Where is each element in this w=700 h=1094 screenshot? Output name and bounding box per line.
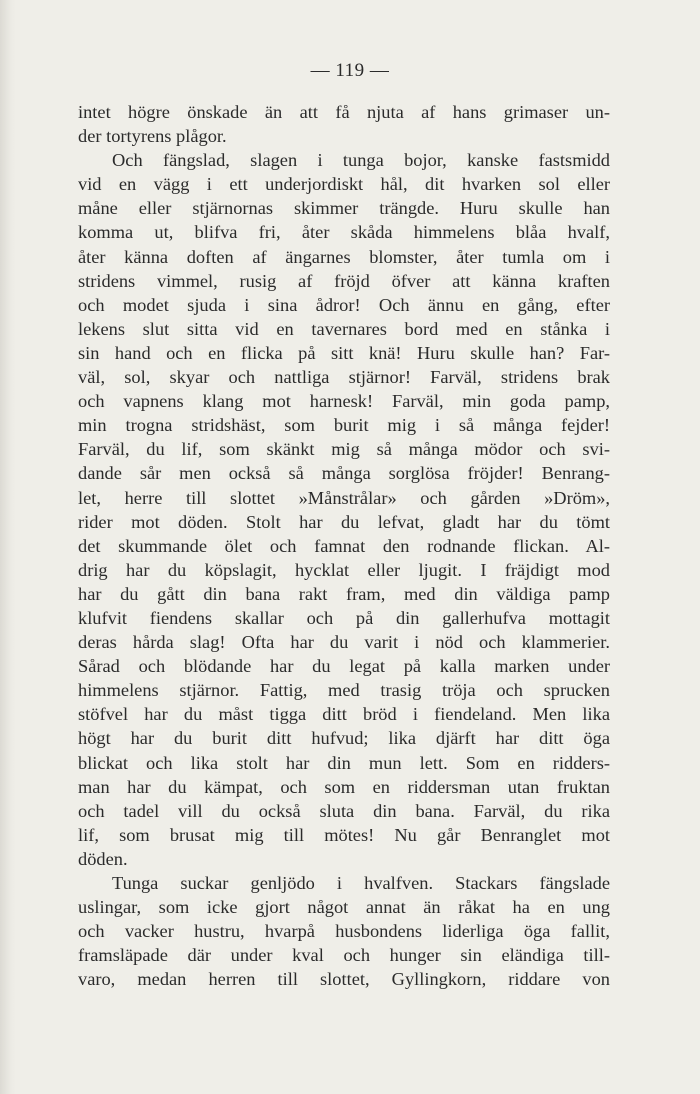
text-line: väl, sol, skyar och nattliga stjärnor! Farväl, stridens brak: [78, 367, 610, 388]
text-line: komma ut, blifva fri, åter skåda himmelens blåa hvalf,: [78, 222, 610, 243]
text-line: högt har du burit ditt hufvud; lika djärft har ditt öga: [78, 728, 610, 749]
paragraph: [78, 100, 610, 148]
text-line: Och fängslad, slagen i tunga bojor, kanske fastsmidd: [112, 150, 610, 171]
text-line: stöfvel har du måst tigga ditt bröd i fiendeland. Men lika: [78, 704, 610, 725]
text-line: Farväl, du lif, som skänkt mig så många mödor och svi-: [78, 439, 610, 460]
text-line: och vapnens klang mot harnesk! Farväl, min goda pamp,: [78, 391, 610, 412]
text-line: lif, som brusat mig till mötes! Nu går Benranglet mot: [78, 824, 610, 845]
page-number: — 119 —: [310, 60, 390, 81]
body-text: [78, 100, 610, 991]
text-line: blickat och lika stolt har din mun lett. Som en ridders-: [78, 752, 610, 773]
page-binding-shadow: [0, 0, 16, 1094]
paragraph: [78, 148, 610, 871]
text-line: sin hand och en flicka på sitt knä! Huru skulle han? Far-: [78, 342, 610, 363]
text-line: rider mot döden. Stolt har du lefvat, gladt har du tömt: [78, 511, 610, 532]
text-line: man har du kämpat, och som en riddersman utan fruktan: [78, 776, 610, 797]
text-line: varo, medan herren till slottet, Gyllingkorn, riddare von: [78, 969, 610, 990]
text-line: deras hårda slag! Ofta har du varit i nöd och klammerier.: [78, 632, 610, 653]
text-line: stridens vimmel, rusig af fröjd öfver att känna kraften: [78, 270, 610, 291]
text-line: dande sår men också så många sorglösa fröjder! Benrang-: [78, 463, 610, 484]
text-line: min trogna stridshäst, som burit mig i så många fejder!: [78, 415, 610, 436]
text-line: och modet sjuda i sina ådror! Och ännu en gång, efter: [78, 294, 610, 315]
text-line: der tortyrens plågor.: [78, 126, 227, 147]
text-line: Tunga suckar genljödo i hvalfven. Stackars fängslade: [112, 873, 610, 893]
text-line: framsläpade där under kval och hunger sin eländiga till-: [78, 945, 610, 966]
text-line: döden.: [78, 848, 128, 869]
text-line: har du gått din bana rakt fram, med din väldiga pamp: [78, 583, 610, 604]
text-line: himmelens stjärnor. Fattig, med trasig tröja och sprucken: [78, 680, 610, 701]
text-line: måne eller stjärnornas skimmer trängde. Huru skulle han: [78, 198, 610, 219]
text-line: klufvit fiendens skallar och på din gallerhufva mottagit: [78, 607, 610, 628]
text-line: intet högre önskade än att få njuta af hans grimaser un-: [78, 102, 610, 122]
text-line: lekens slut sitta vid en tavernares bord med en stånka i: [78, 318, 610, 339]
text-line: uslingar, som icke gjort något annat än råkat ha en ung: [78, 897, 610, 918]
text-line: let, herre till slottet »Månstrålar» och gården »Dröm»,: [78, 487, 610, 508]
text-line: vid en vägg i ett underjordiskt hål, dit hvarken sol eller: [78, 174, 610, 195]
text-line: det skummande ölet och famnat den rodnande flickan. Al-: [78, 535, 610, 556]
text-line: och tadel vill du också sluta din bana. Farväl, du rika: [78, 800, 610, 821]
paragraph: [78, 871, 610, 991]
text-line: drig har du köpslagit, hycklat eller ljugit. I fräjdigt mod: [78, 559, 610, 580]
text-line: och vacker hustru, hvarpå husbondens liderliga öga fallit,: [78, 921, 610, 942]
text-line: Sårad och blödande har du legat på kalla marken under: [78, 656, 610, 677]
text-line: åter känna doften af ängarnes blomster, åter tumla om i: [78, 246, 610, 267]
